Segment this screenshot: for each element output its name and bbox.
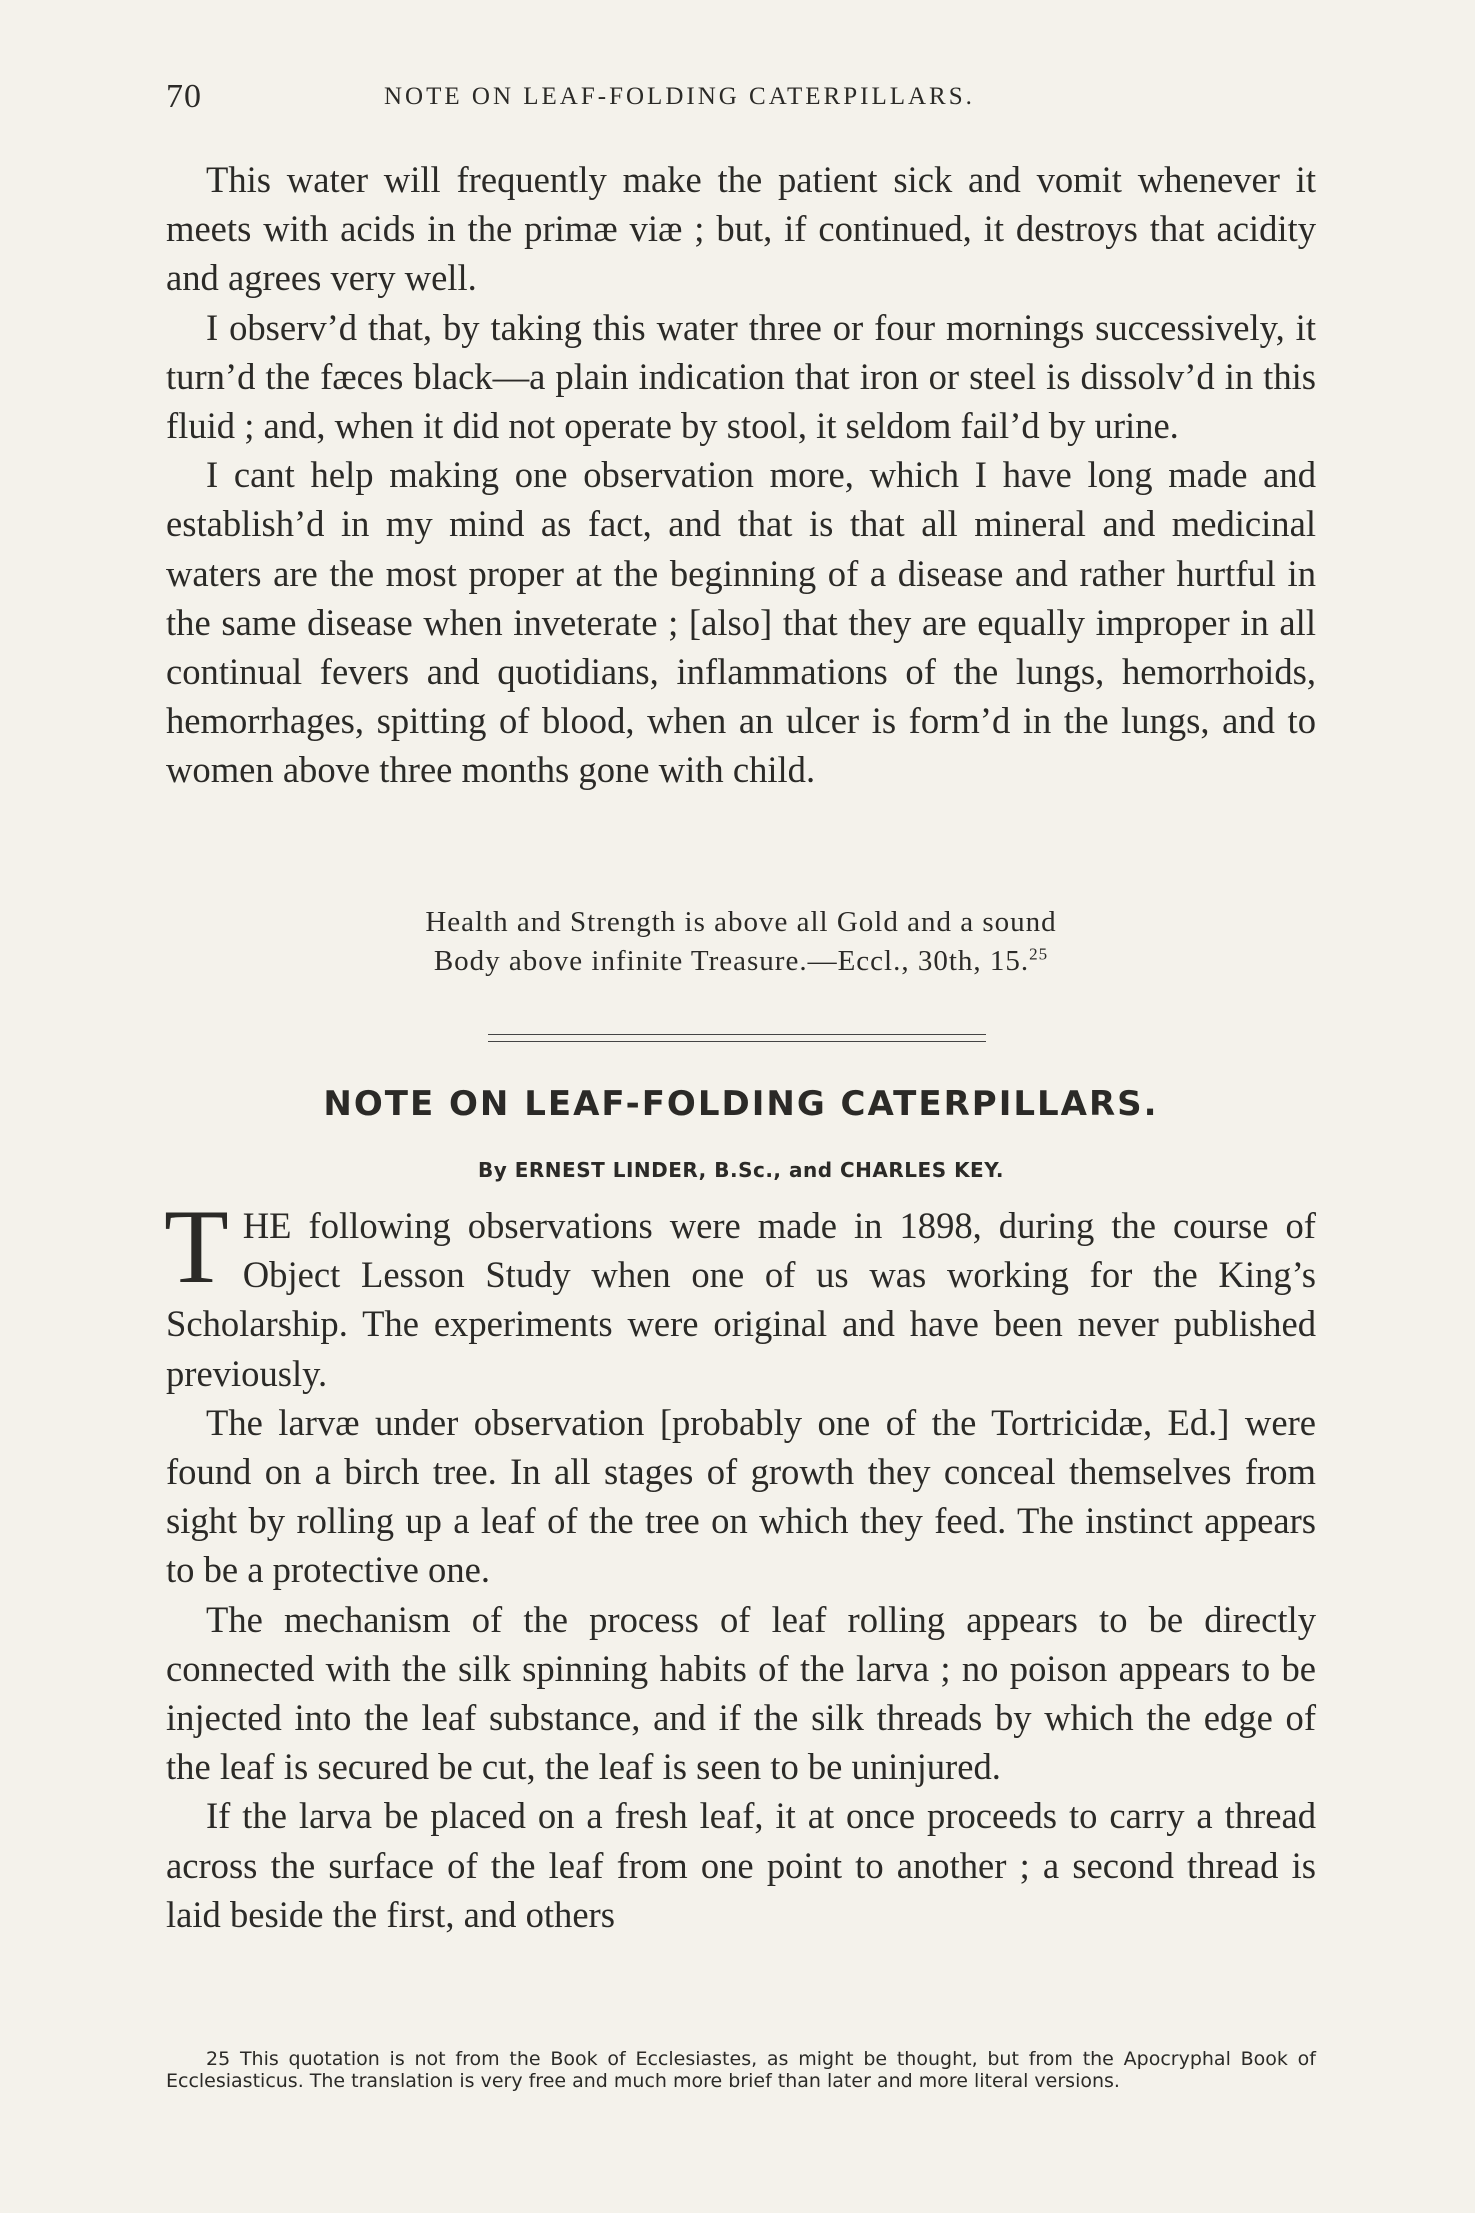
paragraph: This water will frequently make the patient sick and vomit whenever it meets with acids in the primæ viæ ; but, if continued, it destroys that acidity and agrees very well. (166, 159, 1316, 299)
section-divider (488, 1034, 986, 1042)
drop-cap: T (164, 1188, 229, 1305)
page-number: 70 (166, 78, 202, 115)
footnote: 25 This quotation is not from the Book of Ecclesiastes, as might be thought, but from the Apocryphal Book of Ecclesiasticus. The translation is very free and much more brief than later and more literal versions. (166, 2048, 1316, 2092)
footnote-ref: 25 (1029, 944, 1049, 964)
epigraph-quote (166, 903, 1316, 981)
paragraph (164, 1188, 1316, 1398)
article-byline: By ERNEST LINDER, B.Sc., and CHARLES KEY. (477, 1158, 1004, 1182)
paragraph: The larvæ under observation [probably one of the Tortricidæ, Ed.] were found on a birch tree. In all stages of growth they conceal themselves from sight by rolling up a leaf of the tree on which they feed. The instinct appears to be a protective one. (166, 1401, 1316, 1591)
running-title: NOTE ON LEAF-FOLDING CATERPILLARS. (384, 83, 975, 110)
article-title: NOTE ON LEAF-FOLDING CATERPILLARS. (323, 1084, 1159, 1124)
paragraph: I cant help making one observation more, which I have long made and establish’d in my mind as fact, and that is that all mineral and medicinal waters are the most proper at the beginning of a disease and rather hurtful in the same disease when inveterate ; [also] that they are equally improper in all continual fevers and quotidians, inflammations of the lungs, hemorrhoids, hemorrhages, spitting of blood, when an ulcer is form’d in the lungs, and to women above three months gone with child. (166, 454, 1316, 791)
running-head (166, 78, 1316, 118)
paragraph: I observ’d that, by taking this water three or four mornings successively, it turn’d the fæces black—a plain indication that iron or steel is dissolv’d in this fluid ; and, when it did not operate by stool, it seldom fail’d by urine. (166, 306, 1316, 447)
paragraph: If the larva be placed on a fresh leaf, it at once proceeds to carry a thread across the surface of the leaf from one point to another ; a second thread is laid beside the first, and others (166, 1795, 1316, 1935)
section-one-text (166, 155, 1316, 795)
quote-line: Health and Strength is above all Gold and a sound (425, 906, 1057, 938)
article-text (164, 1188, 1316, 1939)
paragraph-text: HE following observations were made in 1898, during the course of Object Lesson Study when one of us was working for the King’s Scholarship. The experiments were original and have been never published previously. (166, 1205, 1316, 1394)
quote-line-with-ref (166, 942, 1316, 981)
quote-line: Body above infinite Treasure.—Eccl., 30th, 15. (433, 945, 1030, 977)
paragraph: The mechanism of the process of leaf rolling appears to be directly connected with the silk spinning habits of the larva ; no poison appears to be injected into the leaf substance, and if the silk threads by which the edge of the leaf is secured be cut, the leaf is seen to be uninjured. (166, 1598, 1316, 1788)
